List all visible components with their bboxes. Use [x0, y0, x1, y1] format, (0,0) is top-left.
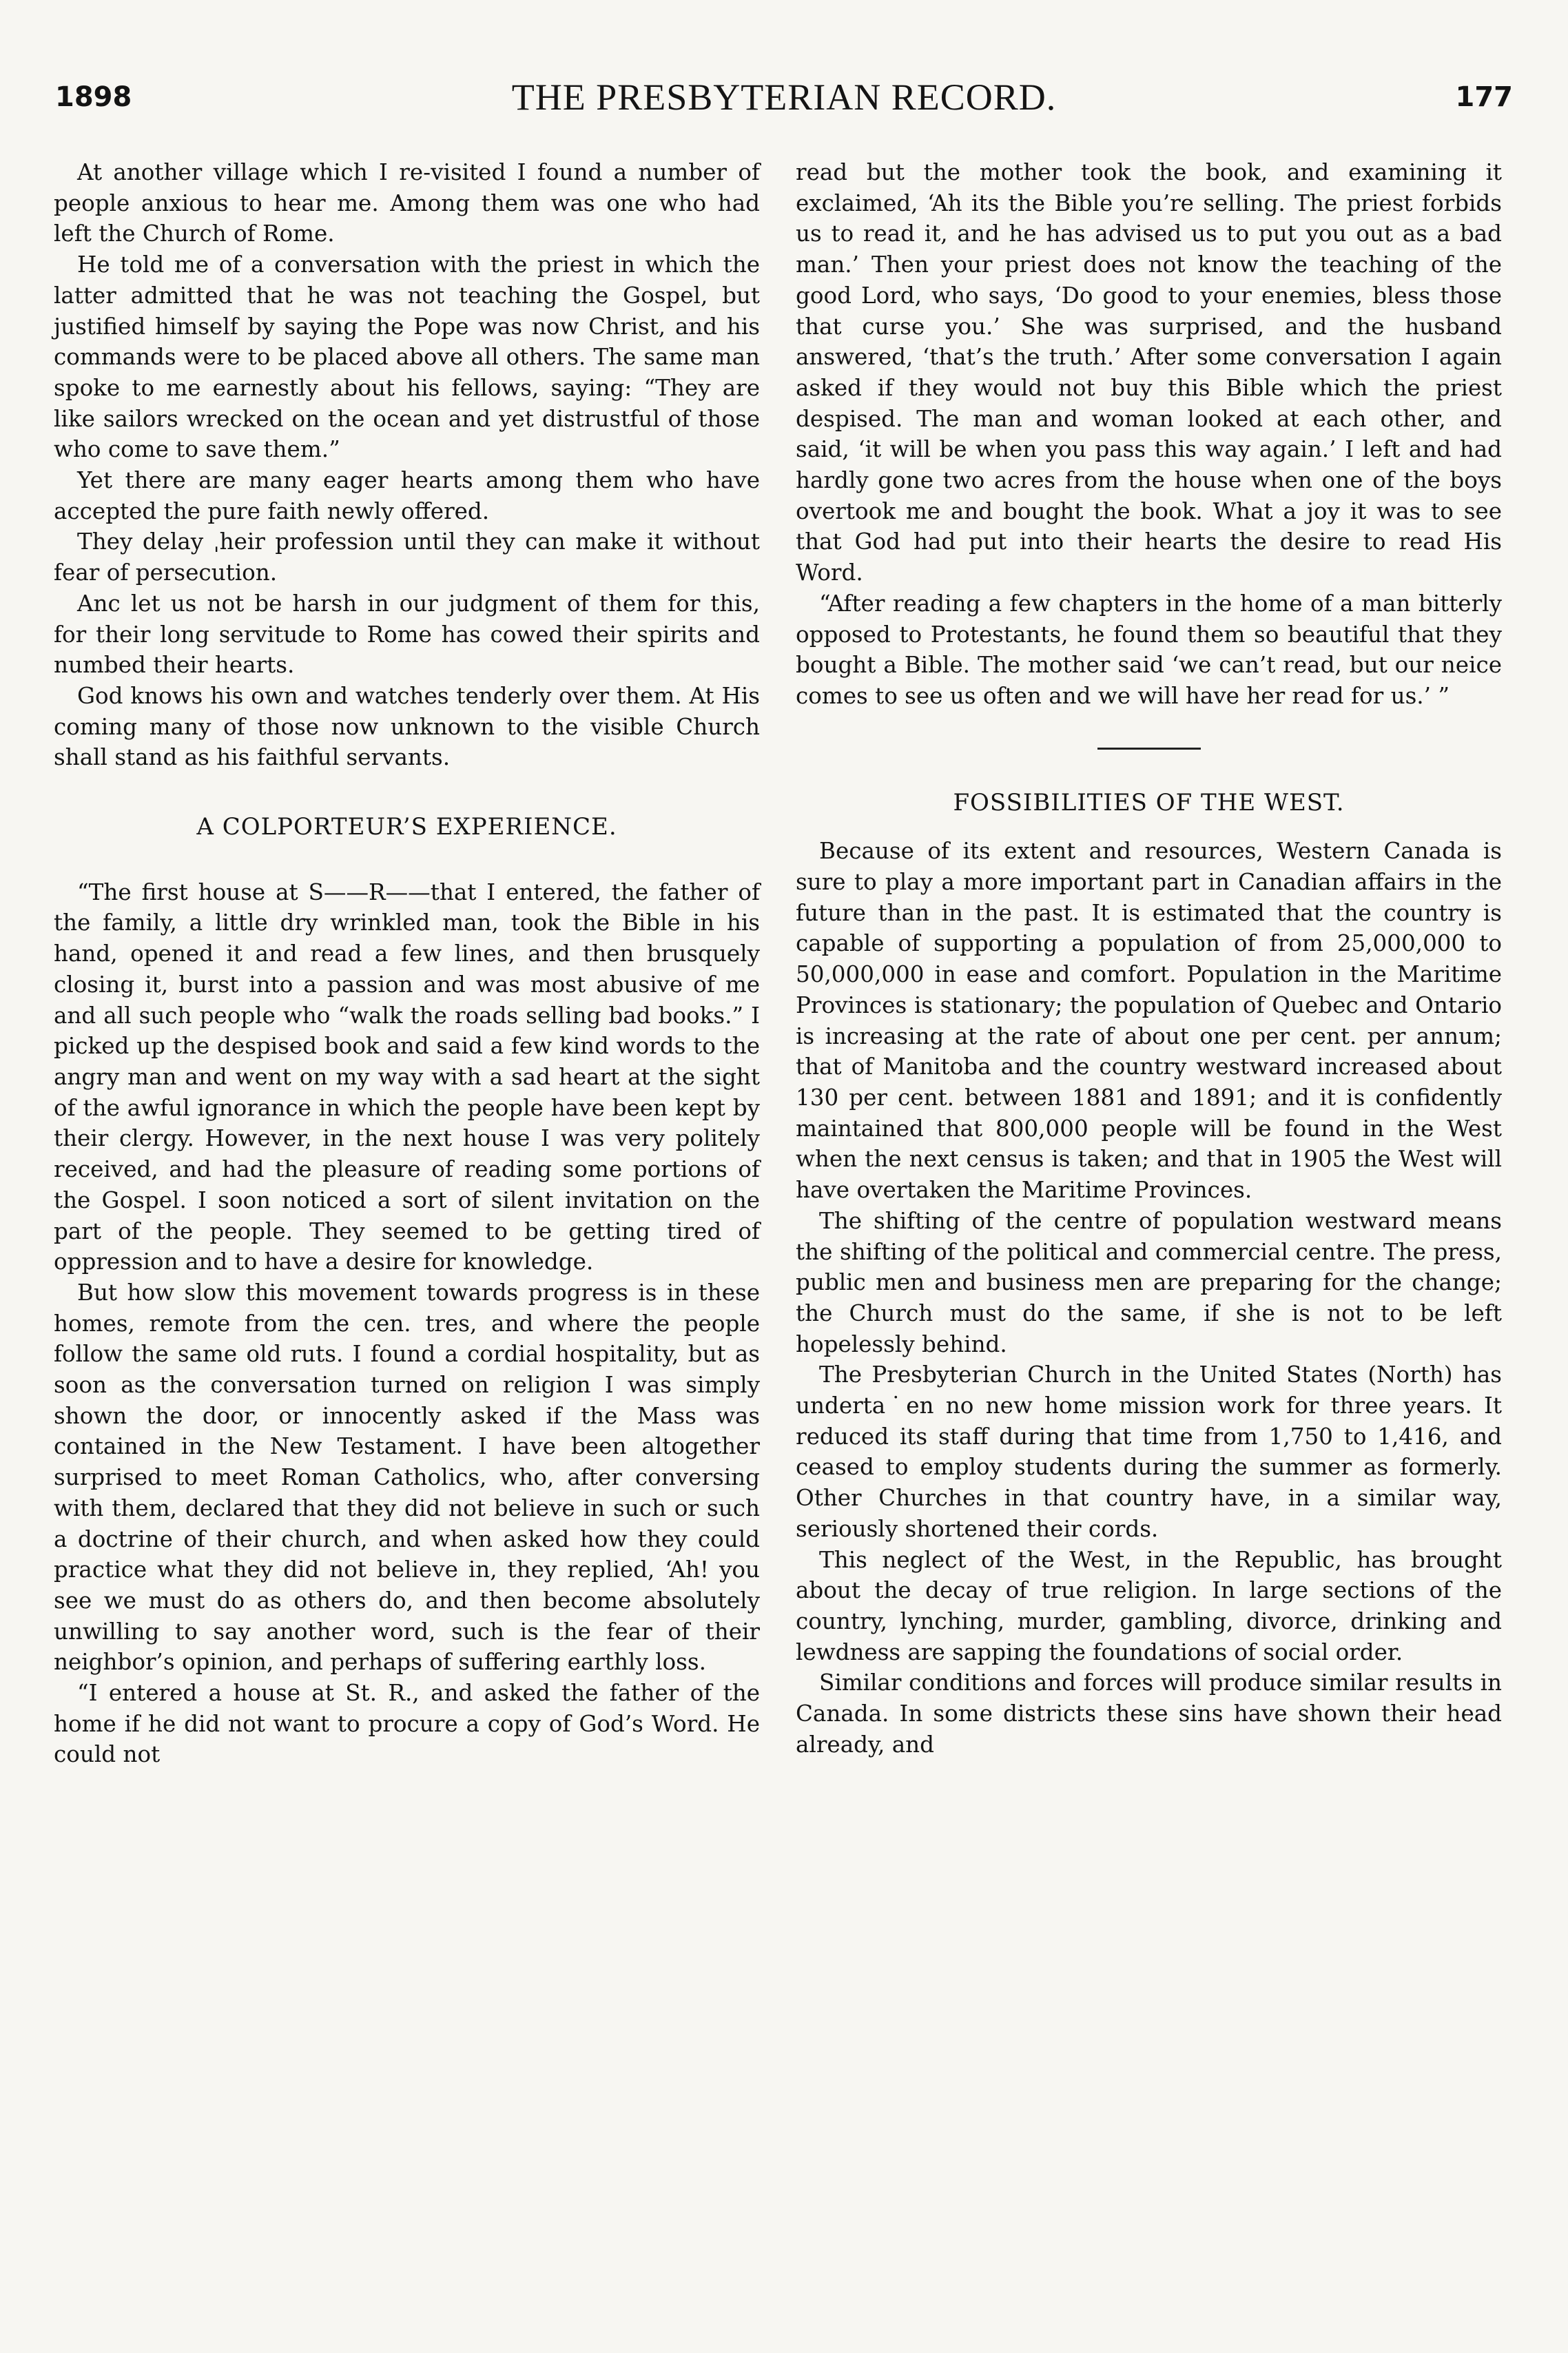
article-paragraph: “I entered a house at St. R., and asked the father of the home if he did not want to procure a copy of God’s Word. He could not [54, 1680, 760, 1768]
article-paragraph: He told me of a conversation with the priest in which the latter admitted that he was not teaching the Gospel, but justified himself by saying the Pope was now Christ, and his commands were to be placed above all others. The same man spoke to me earnestly about his fellows, saying: “They are like sailors wrecked on the ocean and yet distrustful of those who come to save them.” [54, 251, 760, 463]
left-column [54, 157, 760, 1770]
article-paragraph: God knows his own and watches tenderly over them. At His coming many of those now unknown to the visible Church shall stand as his faithful servants. [54, 682, 760, 771]
article-paragraph: “The first house at S——R——that I entered, the father of the family, a little dry wrinkled man, took the Bible in his hand, opened it and read a few lines, and then brusquely closing it, burst into a passion and was most abusive of me and all such people who “walk the roads selling bad books.” I picked up the despised book and said a few kind words to the angry man and went on my way with a sad heart at the sight of the awful ignorance in which the people have been kept by their clergy. However, in the next house I was very politely received, and had the pleasure of reading some portions of the Gospel. I soon noticed a sort of silent invitation on the part of the people. They seemed to be getting tired of oppression and to have a desire for knowledge. [54, 878, 760, 1275]
issue-year: 1898 [55, 81, 132, 113]
section-divider [796, 712, 1502, 788]
article-paragraph: But how slow this movement towards progress is in these homes, remote from the cen. tres, and where the people follow the same old ruts. I found a cordial hospitality, but as soon as the conversation turned on religion I was simply shown the door, or innocently asked if the Mass was contained in the New Testament. I have been altogether surprised to meet Roman Catholics, who, after conversing with them, declared that they did not believe in such or such a doctrine of their church, and when asked how they could practice what they did not believe in, they replied, ‘Ah! you see we must do as others do, and then become absolutely unwilling to say another word, such is the fear of their neighbor’s opinion, and perhaps of suffering earthly loss. [54, 1279, 760, 1676]
article-paragraph: They delay ˌheir profession until they can make it without fear of persecution. [54, 528, 760, 586]
article-heading-west: FOSSIBILITIES OF THE WEST. [953, 788, 1345, 816]
article-paragraph: Similar conditions and forces will produce similar results in Canada. In some districts these sins have shown their head already, and [796, 1669, 1502, 1758]
running-head [55, 76, 1513, 125]
article-paragraph: Anc let us not be harsh in our judgment of them for this, for their long servitude to Rome has cowed their spirits and numbed their hearts. [54, 590, 760, 679]
page-number: 177 [1455, 81, 1513, 113]
article-paragraph: This neglect of the West, in the Republic, has brought about the decay of true religion. In large sections of the country, lynching, murder, gambling, divorce, drinking and lewdness are sapping the foundations of social order. [796, 1546, 1502, 1665]
article-heading-colporteur: A COLPORTEUR’S EXPERIENCE. [196, 813, 617, 841]
publication-title: THE PRESBYTERIAN RECORD. [511, 76, 1057, 118]
right-column [796, 157, 1502, 1760]
divider-rule [1097, 748, 1201, 750]
article-paragraph: Yet there are many eager hearts among them who have accepted the pure faith newly offered. [54, 467, 760, 524]
article-paragraph: At another village which I re-visited I found a number of people anxious to hear me. Among them was one who had left the Church of Rome. [54, 159, 760, 247]
article-paragraph: read but the mother took the book, and examining it exclaimed, ‘Ah its the Bible you’re selling. The priest forbids us to read it, and he has advised us to put you out as a bad man.’ Then your priest does not know the teaching of the good Lord, who says, ‘Do good to your enemies, bless those that curse you.’ She was surprised, and the husband answered, ‘that’s the truth.’ After some conversation I again asked if they would not buy this Bible which the priest despised. The man and woman looked at each other, and said, ‘it will be when you pass this way again.’ I left and had hardly gone two acres from the house when one of the boys overtook me and bought the book. What a joy it was to see that God had put into their hearts the desire to read His Word. [796, 159, 1502, 586]
article-paragraph: The Presbyterian Church in the United States (North) has underta˙en no new home mission work for three years. It reduced its staff during that time from 1,750 to 1,416, and ceased to employ students during the summer as formerly. Other Churches in that country have, in a similar way, seriously shortened their cords. [796, 1362, 1502, 1542]
article-paragraph: The shifting of the centre of population westward means the shifting of the political and commercial centre. The press, public men and business men are preparing for the change; the Church must do the same, if she is not to be left hopelessly behind. [796, 1207, 1502, 1357]
article-paragraph: “After reading a few chapters in the home of a man bitterly opposed to Protestants, he found them so beautiful that they bought a Bible. The mother said ‘we can’t read, but our neice comes to see us often and we will have her read for us.’ ” [796, 590, 1502, 709]
article-paragraph: Because of its extent and resources, Western Canada is sure to play a more important part in Canadian affairs in the future than in the past. It is estimated that the country is capable of supporting a population of from 25,000,000 to 50,000,000 in ease and comfort. Population in the Maritime Provinces is stationary; the population of Quebec and Ontario is increasing at the rate of about one per cent. per annum; that of Manitoba and the country westward increased about 130 per cent. between 1881 and 1891; and it is confidently maintained that 800,000 people will be found in the West when the next census is taken; and that in 1905 the West will have overtaken the Maritime Provinces. [796, 838, 1502, 1204]
